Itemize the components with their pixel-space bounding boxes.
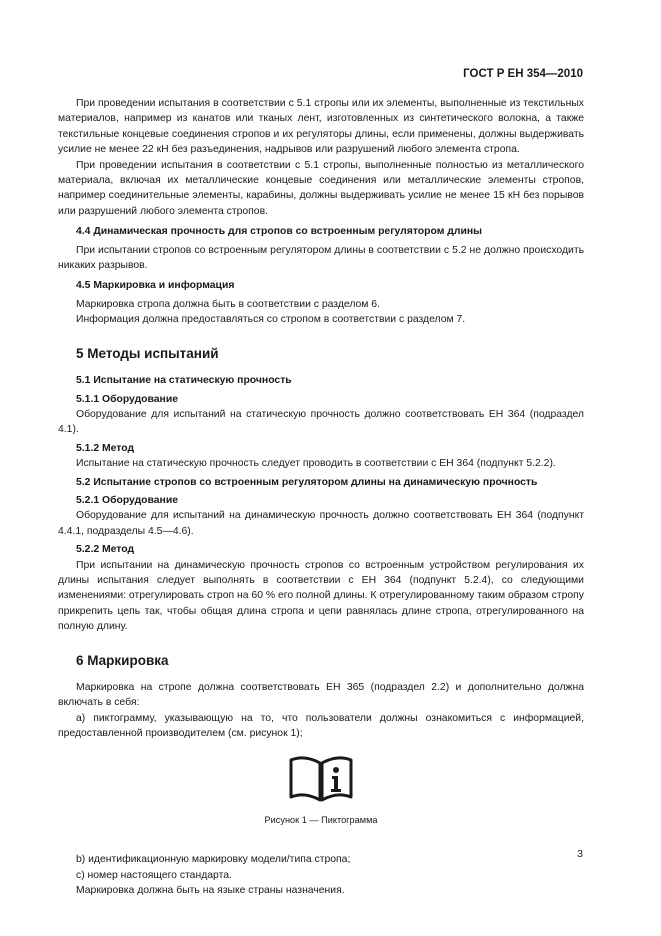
section-6-heading: 6 Маркировка (76, 652, 169, 668)
list-item-a: а) пиктограмму, указывающую на то, что пользователи должны ознакомиться с информацией, предоставленной производителем (см. рисунок 1); (58, 712, 584, 740)
section-6-closing: Маркировка должна быть на языке страны назначения. (76, 885, 345, 897)
section-4-5-line-2: Информация должна предоставляться со стропом в соответствии с разделом 7. (76, 314, 466, 326)
read-manual-icon (288, 756, 354, 807)
section-5-2-heading: 5.2 Испытание стропов со встроенным регулятором длины на динамическую прочность (76, 476, 538, 488)
section-4-5-line-1: Маркировка стропа должна быть в соответствии с разделом 6. (76, 298, 380, 310)
section-5-1-2-text: Испытание на статическую прочность следует проводить в соответствии с ЕН 364 (подпункт 5.2.2). (76, 458, 556, 470)
figure-1 (58, 756, 584, 829)
section-4-4-text: При испытании стропов со встроенным регулятором длины в соответствии с 5.2 не должно происходить никаких разрывов. (58, 244, 584, 272)
section-4-5-heading: 4.5 Маркировка и информация (76, 280, 235, 292)
page-body (58, 96, 584, 899)
section-5-heading: 5 Методы испытаний (76, 345, 219, 361)
section-5-2-2-text: При испытании на динамическую прочность стропов со встроенным устройством регулирования их длины испытания следует выполнять в соответствии с ЕН 364 (подпункт 5.2.4), со следующими изменениями: отрегулировать строп на 60 % его полной длины. К отрегулированному таким образом стропу прикрепить цепь так, чтобы общая длина стропа и цепи равнялась длине стропа, отрегулированного на полную длину. (58, 559, 584, 633)
paragraph-textile-slings: При проведении испытания в соответствии с 5.1 стропы или их элементы, выполненные из текстильных материалов, например из канатов или тканых лент, изготовленных из синтетического волокна, а также текстильные концевые соединения стропов и их регуляторы длины, если применены, должны выдерживать усилие не менее 22 кН без разъединения, надрывов или разрушений любого элемента стропа. (58, 98, 584, 156)
page-number: 3 (577, 848, 583, 860)
section-5-2-1-text: Оборудование для испытаний на динамическую прочность должно соответствовать ЕН 364 (подпункт 4.4.1, подразделы 4.5—4.6). (58, 510, 584, 537)
list-item-c: с) номер настоящего стандарта. (76, 869, 232, 881)
section-5-1-heading: 5.1 Испытание на статическую прочность (76, 375, 292, 387)
section-5-1-1-text: Оборудование для испытаний на статическую прочность должно соответствовать ЕН 364 (подраздел 4.1). (58, 408, 584, 436)
section-5-2-1-heading: 5.2.1 Оборудование (76, 494, 178, 506)
section-4-4-heading: 4.4 Динамическая прочность для стропов со встроенным регулятором длины (76, 226, 483, 238)
figure-caption: Рисунок 1 — Пиктограмма (264, 815, 378, 826)
document-header: ГОСТ Р ЕН 354—2010 (463, 68, 583, 80)
section-5-1-1-heading: 5.1.1 Оборудование (76, 393, 178, 405)
list-item-b: b) идентификационную маркировку модели/типа стропа; (76, 854, 351, 866)
paragraph-metal-slings: При проведении испытания в соответствии с 5.1 стропы, выполненные полностью из металлического материала, включая их металлические концевые соединения или металлические элементы стропов, например соединительные элементы, карабины, должны выдерживать усилие не менее 15 кН без порывов или разрушений любого элемента стропов. (58, 159, 584, 217)
section-6-intro: Маркировка на стропе должна соответствовать ЕН 365 (подраздел 2.2) и дополнительно должна включать в себя: (58, 682, 584, 709)
section-5-2-2-heading: 5.2.2 Метод (76, 544, 135, 556)
section-5-1-2-heading: 5.1.2 Метод (76, 442, 135, 454)
